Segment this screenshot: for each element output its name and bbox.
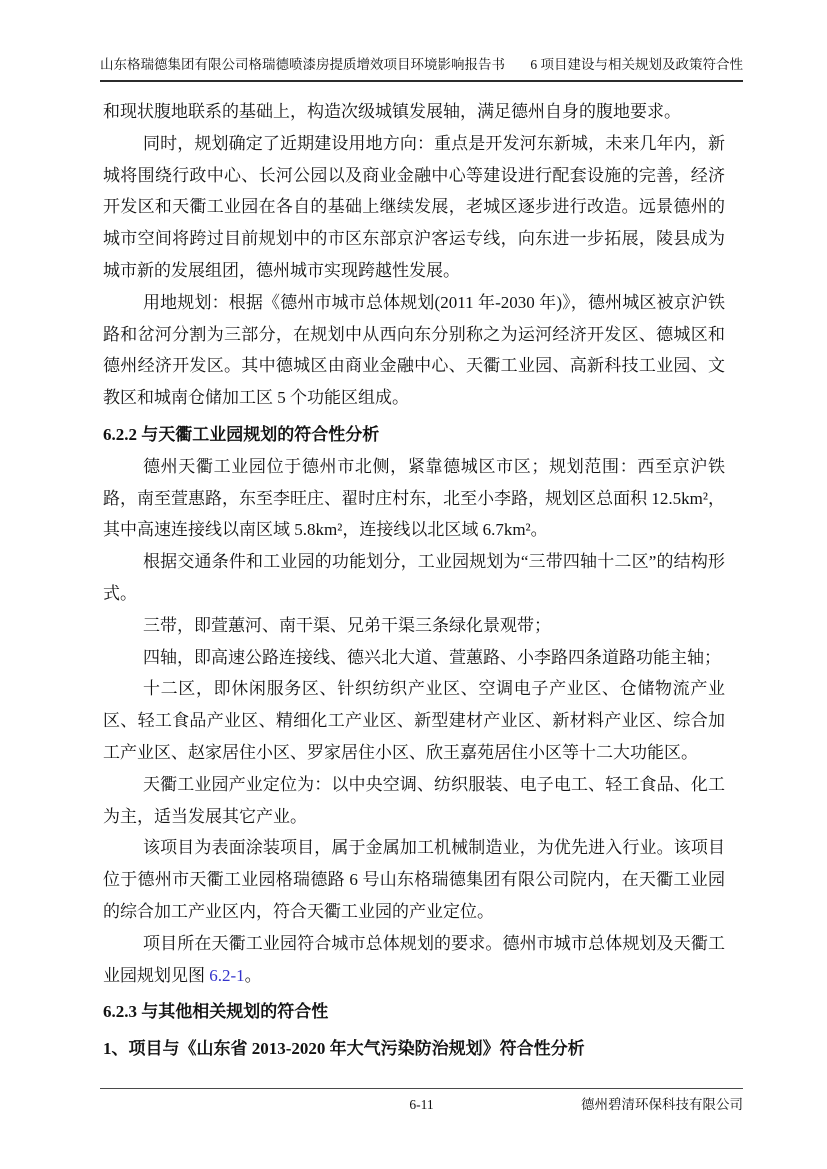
paragraph-land-use-plan: 用地规划：根据《德州市城市总体规划(2011 年-2030 年)》，德州城区被京沪铁路和岔河分割为三部分，在规划中从西向东分别称之为运河经济开发区、德城区和德州经济开发区。其中德城区由商业金融中心、天衢工业园、高新科技工业园、文教区和城南仓储加工区 5 个功能区组成。 [103, 292, 725, 408]
paragraph-conformity-conclusion [103, 928, 725, 992]
page-number: 6-11 [409, 1097, 434, 1112]
page-header [100, 56, 743, 82]
page-footer [100, 1088, 743, 1113]
paragraph-continuation: 和现状腹地联系的基础上，构造次级城镇发展轴，满足德州自身的腹地要求。 [103, 102, 681, 121]
header-chapter-title: 6 项目建设与相关规划及政策符合性 [530, 57, 743, 72]
paragraph-park-scope: 德州天衢工业园位于德州市北侧，紧靠德城区市区；规划范围：西至京沪铁路，南至萱惠路，东至李旺庄、翟时庄村东，北至小李路，规划区总面积 12.5km²，其中高速连接线以南区域 5.8km²，连接线以北区域 6.7km²。 [103, 456, 725, 540]
paragraph-four-axes: 四轴，即高速公路连接线、德兴北大道、萱蕙路、小李路四条道路功能主轴； [143, 647, 721, 667]
conclusion-text: 项目所在天衢工业园符合城市总体规划的要求。德州市城市总体规划及天衢工业园规划见图 [103, 933, 725, 985]
paragraph-project-location: 该项目为表面涂装项目，属于金属加工机械制造业，为优先进入行业。该项目位于德州市天衢工业园格瑞德路 6 号山东格瑞德集团有限公司院内，在天衢工业园的综合加工产业区内，符合天衢工业园的产业定位。 [103, 838, 725, 921]
conclusion-text-end: 。 [244, 965, 262, 985]
paragraph-industry-positioning: 天衢工业园产业定位为：以中央空调、纺织服装、电子电工、轻工食品、化工为主，适当发展其它产业。 [103, 774, 725, 826]
paragraph-park-structure: 根据交通条件和工业园的功能划分，工业园规划为“三带四轴十二区”的结构形式。 [103, 552, 725, 603]
header-doc-title: 山东格瑞德集团有限公司格瑞德喷漆房提质增效项目环境影响报告书 [100, 57, 505, 72]
paragraph-twelve-zones: 十二区，即休闲服务区、针织纺织产业区、空调电子产业区、仓储物流产业区、轻工食品产业区、精细化工产业区、新型建材产业区、新材料产业区、综合加工产业区、赵家居住小区、罗家居住小区、欣王嘉苑居住小区等十二大功能区。 [103, 679, 725, 762]
section-heading-6-2-2: 6.2.2 与天衢工业园规划的符合性分析 [103, 424, 380, 444]
subsection-heading-1: 1、项目与《山东省 2013-2020 年大气污染防治规划》符合性分析 [103, 1039, 585, 1059]
footer-company-name: 德州碧清环保科技有限公司 [580, 1097, 743, 1112]
document-body [103, 96, 725, 1065]
section-heading-6-2-3: 6.2.3 与其他相关规划的符合性 [103, 1002, 329, 1022]
paragraph-three-belts: 三带，即萱蕙河、南干渠、兄弟干渠三条绿化景观带； [143, 615, 551, 635]
figure-6-2-1-link[interactable]: 6.2-1 [209, 965, 245, 985]
paragraph-near-term-plan: 同时，规划确定了近期建设用地方向：重点是开发河东新城，未来几年内，新城将围绕行政中心、长河公园以及商业金融中心等建设进行配套设施的完善，经济开发区和天衢工业园在各自的基础上继续发展，老城区逐步进行改造。远景德州的城市空间将跨过目前规划中的市区东部京沪客运专线，向东进一步拓展，陵县成为城市新的发展组团，德州城市实现跨越性发展。 [103, 133, 725, 280]
footer-row [100, 1097, 743, 1113]
